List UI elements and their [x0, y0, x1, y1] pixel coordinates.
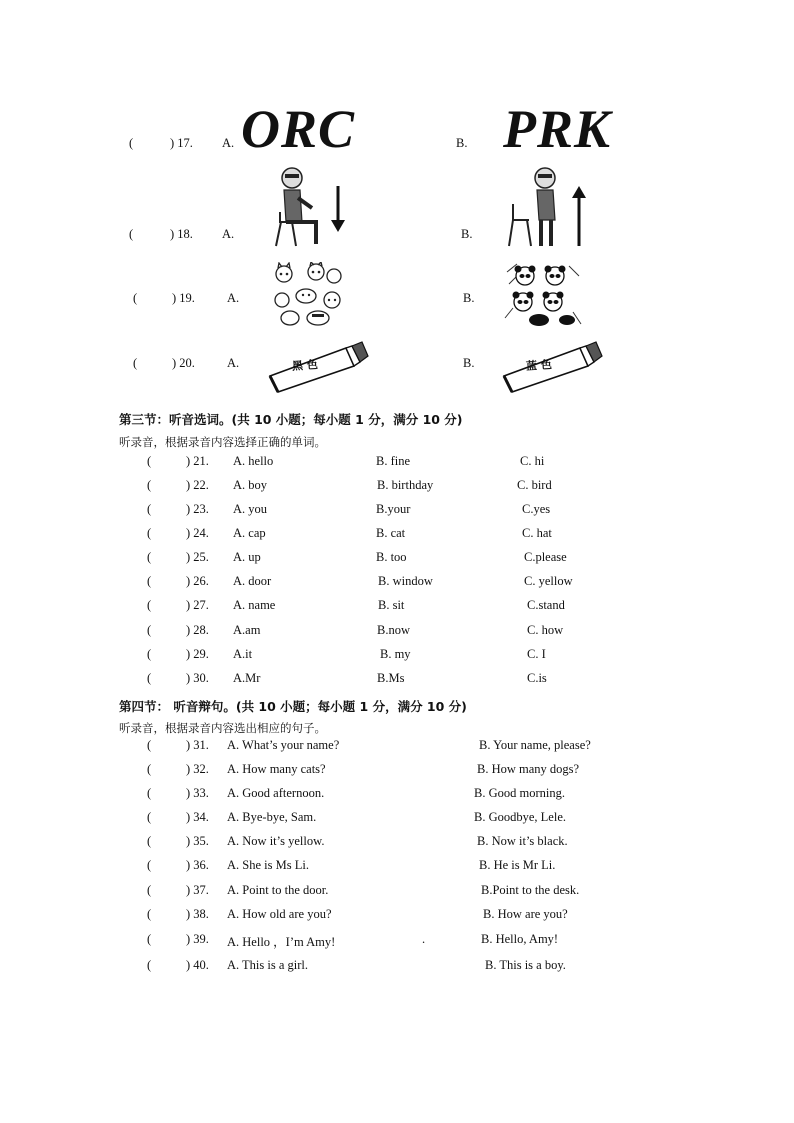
question-number: ) 29.: [186, 647, 209, 661]
option-a: A. you: [233, 502, 268, 516]
option-b: B. sit: [378, 598, 405, 612]
answer-paren[interactable]: (: [147, 574, 152, 588]
option-b-label: B.: [456, 136, 468, 150]
option-b: B.now: [377, 623, 410, 637]
question-number: ) 32.: [186, 762, 209, 776]
answer-paren[interactable]: (: [129, 227, 134, 241]
option-b: B. Goodbye, Lele.: [474, 810, 566, 824]
answer-paren[interactable]: (: [147, 454, 152, 468]
tube-color-label: 蓝 色: [525, 358, 553, 373]
question-number: ) 38.: [186, 907, 209, 921]
option-b: B. Good morning.: [474, 786, 565, 800]
question-number: ) 27.: [186, 598, 209, 612]
option-c: C. hat: [522, 526, 552, 540]
option-b: B. Your name, please?: [479, 738, 591, 752]
option-a: A. She is Ms Li.: [227, 858, 309, 872]
option-a: A. This is a girl.: [227, 958, 309, 972]
question-number: ) 36.: [186, 858, 209, 872]
option-b-letters: PRK: [503, 99, 612, 159]
option-a: A. door: [233, 574, 272, 588]
option-b-label: B.: [461, 227, 473, 241]
answer-paren[interactable]: (: [147, 932, 152, 946]
answer-paren[interactable]: (: [147, 478, 152, 492]
option-a: A. Bye-bye, Sam.: [227, 810, 317, 824]
answer-paren[interactable]: (: [147, 647, 152, 661]
question-number: ) 20.: [172, 356, 195, 370]
question-number: ) 26.: [186, 574, 209, 588]
answer-paren[interactable]: (: [147, 623, 152, 637]
answer-paren[interactable]: (: [129, 136, 134, 150]
answer-paren[interactable]: (: [133, 291, 138, 305]
option-a: A. How many cats?: [227, 762, 326, 776]
question-number: ) 28.: [186, 623, 209, 637]
question-number: ) 30.: [186, 671, 209, 685]
question-number: ) 21.: [186, 454, 209, 468]
answer-paren[interactable]: (: [147, 810, 152, 824]
answer-paren[interactable]: (: [147, 958, 152, 972]
stray-dot: .: [422, 932, 426, 946]
option-a: A. Good afternoon.: [227, 786, 325, 800]
option-b: B. This is a boy.: [485, 958, 566, 972]
answer-paren[interactable]: (: [147, 834, 152, 848]
option-b: B. Hello, Amy!: [481, 932, 559, 946]
option-b: B. window: [378, 574, 433, 588]
option-c: C.yes: [522, 502, 551, 516]
option-a: A. What’s your name?: [227, 738, 340, 752]
question-number: ) 39.: [186, 932, 209, 946]
section-4-heading: 第四节： 听音辩句。(共 10 小题；每小题 1 分，满分 10 分): [119, 699, 467, 714]
paint-tube-black: [266, 338, 370, 394]
question-number: ) 23.: [186, 502, 209, 516]
section-4-instruction: 听录音，根据录音内容选出相应的句子。: [119, 721, 326, 735]
option-b-label: B.: [463, 356, 475, 370]
question-number: ) 19.: [172, 291, 195, 305]
option-a-label: A.: [227, 356, 240, 370]
option-a: A. up: [233, 550, 261, 564]
option-a: A. Hello ，I’m Amy!: [227, 935, 336, 949]
cats-group-icon: [268, 262, 348, 328]
option-b: B. How are you?: [483, 907, 568, 921]
option-b: B.Point to the desk.: [481, 883, 580, 897]
option-a: A. Point to the door.: [227, 883, 329, 897]
tube-color-label: 黑 色: [291, 358, 319, 373]
option-a: A. Now it’s yellow.: [227, 834, 325, 848]
option-b: B.your: [376, 502, 411, 516]
question-number: ) 37.: [186, 883, 209, 897]
option-a-label: A.: [222, 136, 235, 150]
question-number: ) 40.: [186, 958, 209, 972]
option-b: B. He is Mr Li.: [479, 858, 556, 872]
sitting-man-arrow-down-icon: [272, 164, 350, 250]
answer-paren[interactable]: (: [147, 502, 152, 516]
option-b: B. my: [380, 647, 411, 661]
answer-paren[interactable]: (: [147, 550, 152, 564]
option-a-label: A.: [222, 227, 235, 241]
answer-paren[interactable]: (: [147, 762, 152, 776]
option-c: C. bird: [517, 478, 552, 492]
answer-paren[interactable]: (: [147, 907, 152, 921]
paint-tube-blue: [500, 338, 604, 394]
option-c: C.is: [527, 671, 547, 685]
option-b: B. fine: [376, 454, 411, 468]
answer-paren[interactable]: (: [147, 883, 152, 897]
answer-paren[interactable]: (: [147, 738, 152, 752]
option-a: A.am: [233, 623, 261, 637]
question-number: ) 24.: [186, 526, 209, 540]
option-a: A. cap: [233, 526, 266, 540]
question-number: ) 35.: [186, 834, 209, 848]
answer-paren[interactable]: (: [147, 786, 152, 800]
question-number: ) 18.: [170, 227, 193, 241]
question-number: ) 34.: [186, 810, 209, 824]
answer-paren[interactable]: (: [133, 356, 138, 370]
option-a: A. name: [233, 598, 276, 612]
option-c: C. I: [527, 647, 546, 661]
question-number: ) 33.: [186, 786, 209, 800]
answer-paren[interactable]: (: [147, 526, 152, 540]
option-c: C.please: [524, 550, 567, 564]
option-b: B. too: [376, 550, 407, 564]
question-number: ) 17.: [170, 136, 193, 150]
option-c: C. how: [527, 623, 564, 637]
option-b: B. How many dogs?: [477, 762, 580, 776]
question-number: ) 31.: [186, 738, 209, 752]
option-b: B. birthday: [377, 478, 434, 492]
answer-paren[interactable]: (: [147, 598, 152, 612]
option-b: B. cat: [376, 526, 406, 540]
section-3-instruction: 听录音，根据录音内容选择正确的单词。: [119, 435, 326, 449]
option-a-letters: ORC: [241, 99, 356, 159]
option-b-label: B.: [463, 291, 475, 305]
option-a: A.Mr: [233, 671, 261, 685]
option-b: B. Now it’s black.: [477, 834, 568, 848]
option-a-label: A.: [227, 291, 240, 305]
option-a: A. hello: [233, 454, 274, 468]
option-c: C.stand: [527, 598, 565, 612]
question-number: ) 25.: [186, 550, 209, 564]
option-b: B.Ms: [377, 671, 405, 685]
option-a: A.it: [233, 647, 253, 661]
question-number: ) 22.: [186, 478, 209, 492]
pandas-group-icon: [503, 262, 583, 328]
answer-paren[interactable]: (: [147, 858, 152, 872]
section-3-heading: 第三节：听音选词。(共 10 小题；每小题 1 分，满分 10 分): [119, 412, 463, 427]
option-a: A. boy: [233, 478, 268, 492]
option-a: A. How old are you?: [227, 907, 332, 921]
answer-paren[interactable]: (: [147, 671, 152, 685]
option-c: C. yellow: [524, 574, 573, 588]
option-c: C. hi: [520, 454, 545, 468]
standing-man-arrow-up-icon: [503, 164, 589, 250]
